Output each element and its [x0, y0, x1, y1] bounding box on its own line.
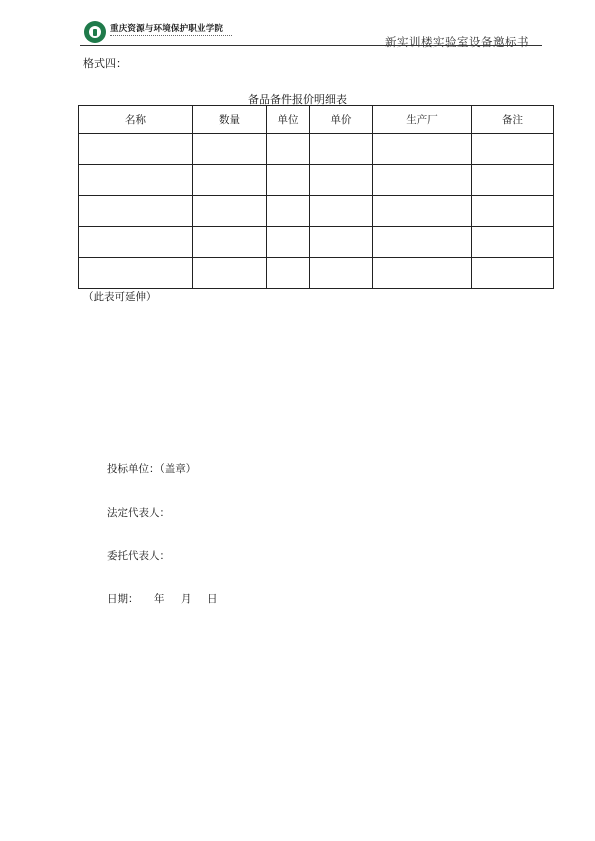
table-extend-note: （此表可延伸） [83, 291, 157, 303]
legal-representative-line: 法定代表人： [107, 507, 170, 519]
column-header-remarks: 备注 [472, 106, 554, 134]
table-cell [310, 165, 373, 196]
table-cell [373, 258, 472, 289]
table-row [79, 227, 554, 258]
logo-subtitle-line [110, 35, 232, 39]
table-cell [472, 165, 554, 196]
date-label: 日期： [107, 593, 139, 605]
table-cell [267, 165, 310, 196]
date-month: 月 [181, 593, 192, 605]
table-cell [79, 134, 193, 165]
table-cell [267, 258, 310, 289]
table-cell [472, 258, 554, 289]
table-cell [472, 227, 554, 258]
school-logo [84, 20, 234, 46]
table-cell [373, 196, 472, 227]
logo-text: 重庆资源与环境保护职业学院 [110, 24, 224, 34]
spare-parts-quote-table [78, 105, 554, 289]
document-header-title: 新实训楼实验室设备邀标书 [385, 35, 529, 49]
table-cell [193, 258, 267, 289]
table-cell [79, 227, 193, 258]
school-emblem-icon [84, 21, 106, 43]
table-cell [373, 227, 472, 258]
date-line [107, 591, 247, 607]
column-header-quantity: 数量 [193, 106, 267, 134]
table-header-row [79, 106, 554, 134]
table-cell [267, 227, 310, 258]
table-title: 备品备件报价明细表 [248, 93, 347, 106]
table-cell [79, 196, 193, 227]
table-cell [373, 134, 472, 165]
column-header-manufacturer: 生产厂 [373, 106, 472, 134]
table-cell [267, 134, 310, 165]
date-day: 日 [207, 593, 218, 605]
column-header-name: 名称 [79, 106, 193, 134]
table-row [79, 258, 554, 289]
table-cell [310, 258, 373, 289]
table-cell [472, 134, 554, 165]
table-row [79, 196, 554, 227]
table-cell [310, 134, 373, 165]
table-row [79, 134, 554, 165]
column-header-unit-price: 单价 [310, 106, 373, 134]
authorized-representative-line: 委托代表人： [107, 550, 170, 562]
format-label: 格式四： [83, 57, 127, 70]
table-cell [310, 196, 373, 227]
bidder-unit-line: 投标单位：（盖章） [107, 463, 197, 475]
table-cell [193, 227, 267, 258]
header-divider [80, 45, 542, 46]
table-cell [193, 134, 267, 165]
column-header-unit: 单位 [267, 106, 310, 134]
date-year: 年 [154, 593, 165, 605]
table-cell [267, 196, 310, 227]
table-cell [472, 196, 554, 227]
table-cell [79, 165, 193, 196]
table-cell [193, 196, 267, 227]
table-row [79, 165, 554, 196]
table-cell [193, 165, 267, 196]
table-cell [79, 258, 193, 289]
table-cell [373, 165, 472, 196]
table-cell [310, 227, 373, 258]
